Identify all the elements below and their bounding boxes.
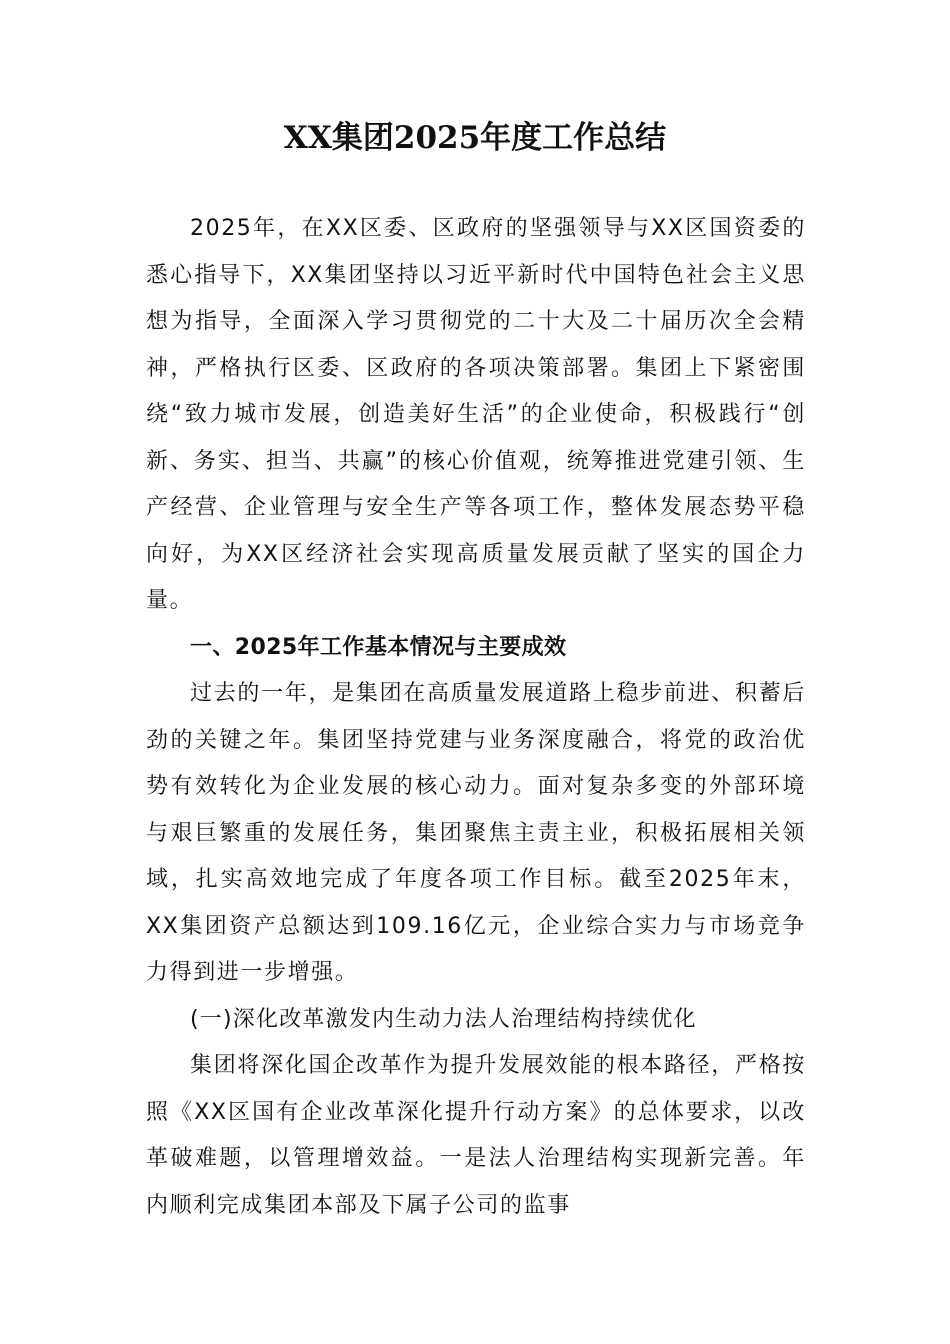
intro-paragraph: 2025年，在XX区委、区政府的坚强领导与XX区国资委的悉心指导下，XX集团坚持以习近平新时代中国特色社会主义思想为指导，全面深入学习贯彻党的二十大及二十届历次全会精神，严格执行区委、区政府的各项决策部署。集团上下紧密围绕“致力城市发展，创造美好生活”的企业使命，积极践行“创新、务实、担当、共赢”的核心价值观，统筹推进党建引领、生产经营、企业管理与安全生产等各项工作，整体发展态势平稳向好，为XX区经济社会实现高质量发展贡献了坚实的国企力量。 xyxy=(146,216,806,613)
subsection-paragraph: 集团将深化国企改革作为提升发展效能的根本路径，严格按照《XX区国有企业改革深化提升行动方案》的总体要求，以改革破难题，以管理增效益。一是法人治理结构实现新完善。年内顺利完成集团本部及下属子公司的监事 xyxy=(146,1053,806,1218)
document-body xyxy=(146,206,806,1229)
subsection-heading: (一)深化改革激发内生动力法人治理结构持续优化 xyxy=(190,1006,697,1032)
section-heading: 一、2025年工作基本情况与主要成效 xyxy=(190,634,567,660)
section-paragraph: 过去的一年，是集团在高质量发展道路上稳步前进、积蓄后劲的关键之年。集团坚持党建与业务深度融合，将党的政治优势有效转化为企业发展的核心动力。面对复杂多变的外部环境与艰巨繁重的发展任务，集团聚焦主责主业，积极拓展相关领域，扎实高效地完成了年度各项工作目标。截至2025年末，XX集团资产总额达到109.16亿元，企业综合实力与市场竞争力得到进一步增强。 xyxy=(146,681,806,985)
document-title: XX集团2025年度工作总结 xyxy=(283,120,667,156)
